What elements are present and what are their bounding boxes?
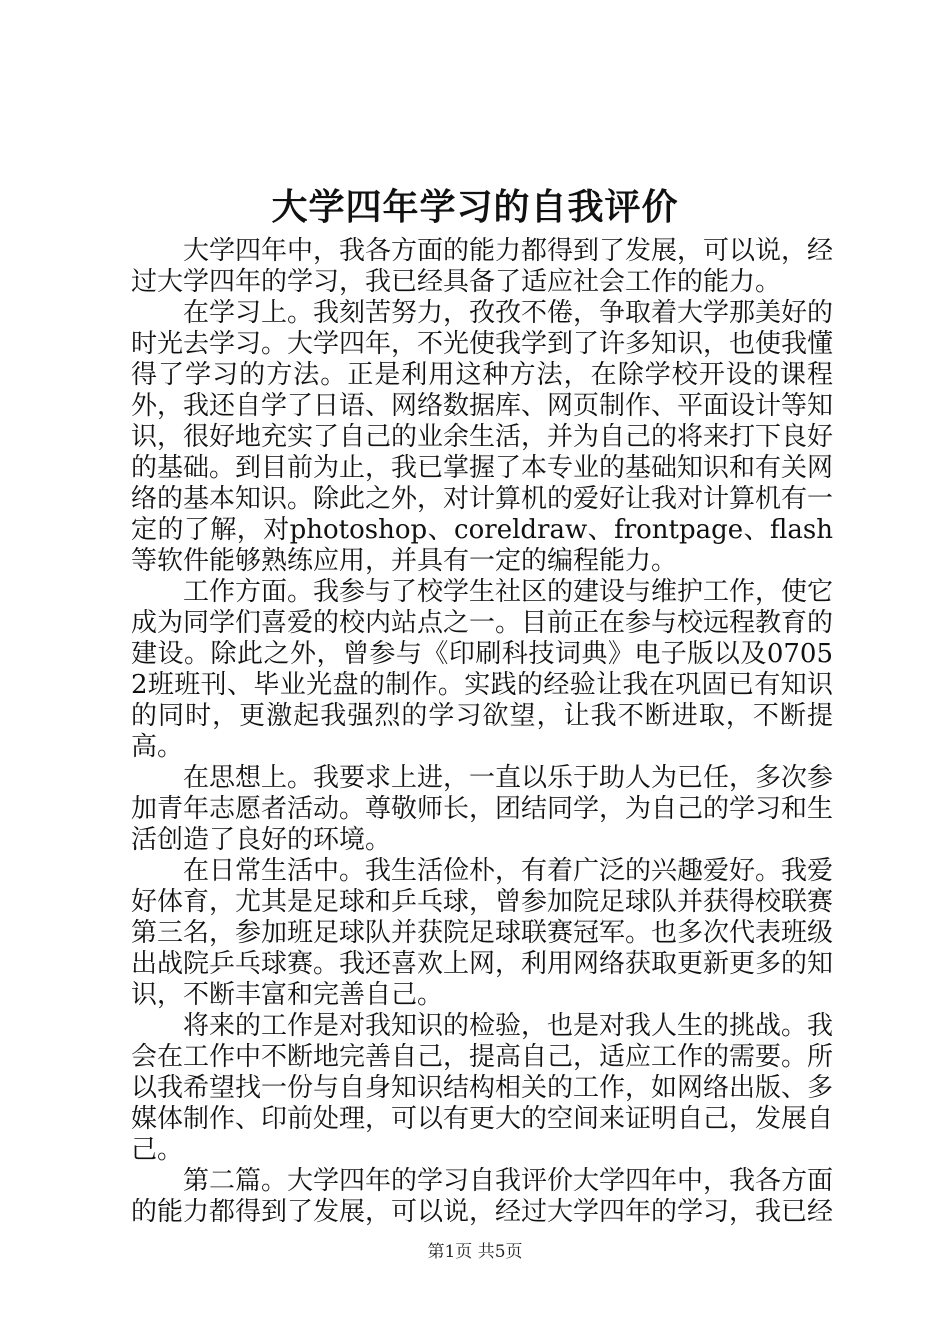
paragraph: 在学习上。我刻苦努力，孜孜不倦，争取着大学那美好的时光去学习。大学四年，不光使我学到了许多知识，也使我懂得了学习的方法。正是利用这种方法，在除学校开设的课程外，我还自学了日语、网络数据库、网页制作、平面设计等知识，很好地充实了自己的业余生活，并为自己的将来打下良好的基础。到目前为止，我已掌握了本专业的基础知识和有关网络的基本知识。除此之外，对计算机的爱好让我对计算机有一定的了解，对photoshop、coreldraw、frontpage、flash等软件能够熟练应用，并具有一定的编程能力。	[131, 298, 834, 576]
document-title: 大学四年学习的自我评价	[271, 187, 679, 228]
paragraph: 在日常生活中。我生活俭朴，有着广泛的兴趣爱好。我爱好体育，尤其是足球和乒乓球，曾参加院足球队并获得校联赛第三名，参加班足球队并获院足球联赛冠军。也多次代表班级出战院乒乓球赛。我还喜欢上网，利用网络获取更新更多的知识，不断丰富和完善自己。	[131, 856, 834, 1010]
paragraph: 将来的工作是对我知识的检验，也是对我人生的挑战。我会在工作中不断地完善自己，提高自己，适应工作的需要。所以我希望找一份与自身知识结构相关的工作，如网络出版、多媒体制作、印前处理，可以有更大的空间来证明自己，发展自己。	[131, 1011, 834, 1165]
paragraph: 在思想上。我要求上进，一直以乐于助人为已任，多次参加青年志愿者活动。尊敬师长，团结同学，为自己的学习和生活创造了良好的环境。	[131, 763, 834, 855]
paragraph: 大学四年中，我各方面的能力都得到了发展，可以说，经过大学四年的学习，我已经具备了适应社会工作的能力。	[131, 236, 834, 297]
paragraph: 第二篇。大学四年的学习自我评价大学四年中，我各方面的能力都得到了发展，可以说，经过大学四年的学习，我已经	[131, 1166, 834, 1227]
paragraph: 工作方面。我参与了校学生社区的建设与维护工作，使它成为同学们喜爱的校内站点之一。目前正在参与校远程教育的建设。除此之外，曾参与《印刷科技词典》电子版以及07052班班刊、毕业光盘的制作。实践的经验让我在巩固已有知识的同时，更激起我强烈的学习欲望，让我不断进取，不断提高。	[131, 577, 834, 762]
page-footer: 第1页 共5页	[427, 1242, 523, 1262]
document-body	[131, 236, 833, 1228]
